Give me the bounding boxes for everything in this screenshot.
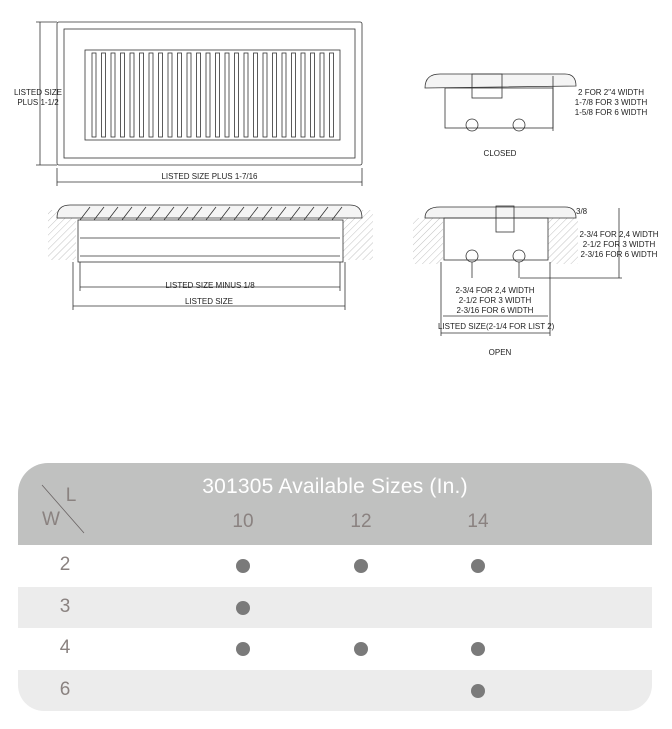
open-caption: OPEN — [488, 348, 512, 357]
table-row — [18, 628, 652, 670]
row-width-label: 4 — [59, 637, 71, 658]
open-height-line: 2-3/16 FOR 6 WIDTH — [580, 250, 658, 259]
louver — [149, 53, 153, 137]
louver — [235, 53, 239, 137]
section-inner-label: LISTED SIZE MINUS 1/8 — [165, 281, 255, 290]
louver — [140, 53, 144, 137]
table-header — [18, 463, 652, 545]
sizes-table — [18, 463, 652, 711]
closed-side-view — [425, 74, 576, 131]
table-title: 301305 Available Sizes (In.) — [202, 475, 468, 498]
column-header: 10 — [232, 511, 254, 532]
louver — [130, 53, 134, 137]
louver — [244, 53, 248, 137]
available-dot — [471, 684, 485, 698]
section-outer-label: LISTED SIZE — [184, 297, 233, 306]
column-header: 14 — [467, 511, 489, 532]
closed-height-line: 1-7/8 FOR 3 WIDTH — [574, 98, 648, 107]
row-width-label: 6 — [59, 678, 71, 700]
louver — [187, 53, 191, 137]
louver — [216, 53, 220, 137]
corner-l-label: L — [65, 485, 77, 506]
available-dot — [236, 642, 250, 656]
louver — [197, 53, 201, 137]
row-width-label: 3 — [59, 595, 71, 617]
open-side-view — [413, 206, 622, 336]
closed-height-line: 2 FOR 2"4 WIDTH — [578, 88, 644, 97]
available-dot — [236, 559, 250, 573]
open-width-line: 2-1/2 FOR 3 WIDTH — [458, 296, 532, 305]
louver — [159, 53, 163, 137]
open-height-label — [566, 230, 672, 260]
corner-diagonal — [18, 463, 98, 545]
closed-height-line: 1-5/8 FOR 6 WIDTH — [574, 108, 648, 117]
open-width-line: 2-3/4 FOR 2,4 WIDTH — [455, 286, 535, 295]
louver — [292, 53, 296, 137]
table-row — [18, 587, 652, 629]
louver — [178, 53, 182, 137]
column-header: 12 — [350, 511, 372, 532]
louver — [330, 53, 334, 137]
closed-caption: CLOSED — [483, 149, 517, 158]
front-width-label: LISTED SIZE PLUS 1-7/16 — [161, 172, 258, 181]
available-dot — [236, 601, 250, 615]
open-listed-label: LISTED SIZE(2-1/4 FOR LIST 2) — [438, 322, 555, 331]
louver — [320, 53, 324, 137]
open-height-line: 2-3/4 FOR 2,4 WIDTH — [579, 230, 659, 239]
louver — [254, 53, 258, 137]
louver — [263, 53, 267, 137]
table-row — [18, 545, 652, 587]
table-row — [18, 670, 652, 712]
louver — [168, 53, 172, 137]
open-width-line: 2-3/16 FOR 6 WIDTH — [456, 306, 534, 315]
louver — [225, 53, 229, 137]
louver — [273, 53, 277, 137]
open-width-label — [440, 286, 550, 316]
louver — [111, 53, 115, 137]
available-dot — [354, 559, 368, 573]
corner-w-label: W — [42, 509, 60, 530]
available-dot — [471, 559, 485, 573]
louver — [311, 53, 315, 137]
row-width-label: 2 — [59, 554, 71, 575]
front-view — [36, 22, 362, 186]
louver — [92, 53, 96, 137]
louver — [121, 53, 125, 137]
available-dot — [354, 642, 368, 656]
closed-height-label — [556, 88, 666, 118]
louver — [301, 53, 305, 137]
louver — [206, 53, 210, 137]
louver — [102, 53, 106, 137]
open-lip-label: 3/8 — [576, 207, 588, 216]
section-view — [48, 205, 373, 310]
available-dot — [471, 642, 485, 656]
louver — [282, 53, 286, 137]
front-height-label: LISTED SIZE PLUS 1-1/2 — [14, 88, 63, 107]
open-height-line: 2-1/2 FOR 3 WIDTH — [582, 240, 656, 249]
